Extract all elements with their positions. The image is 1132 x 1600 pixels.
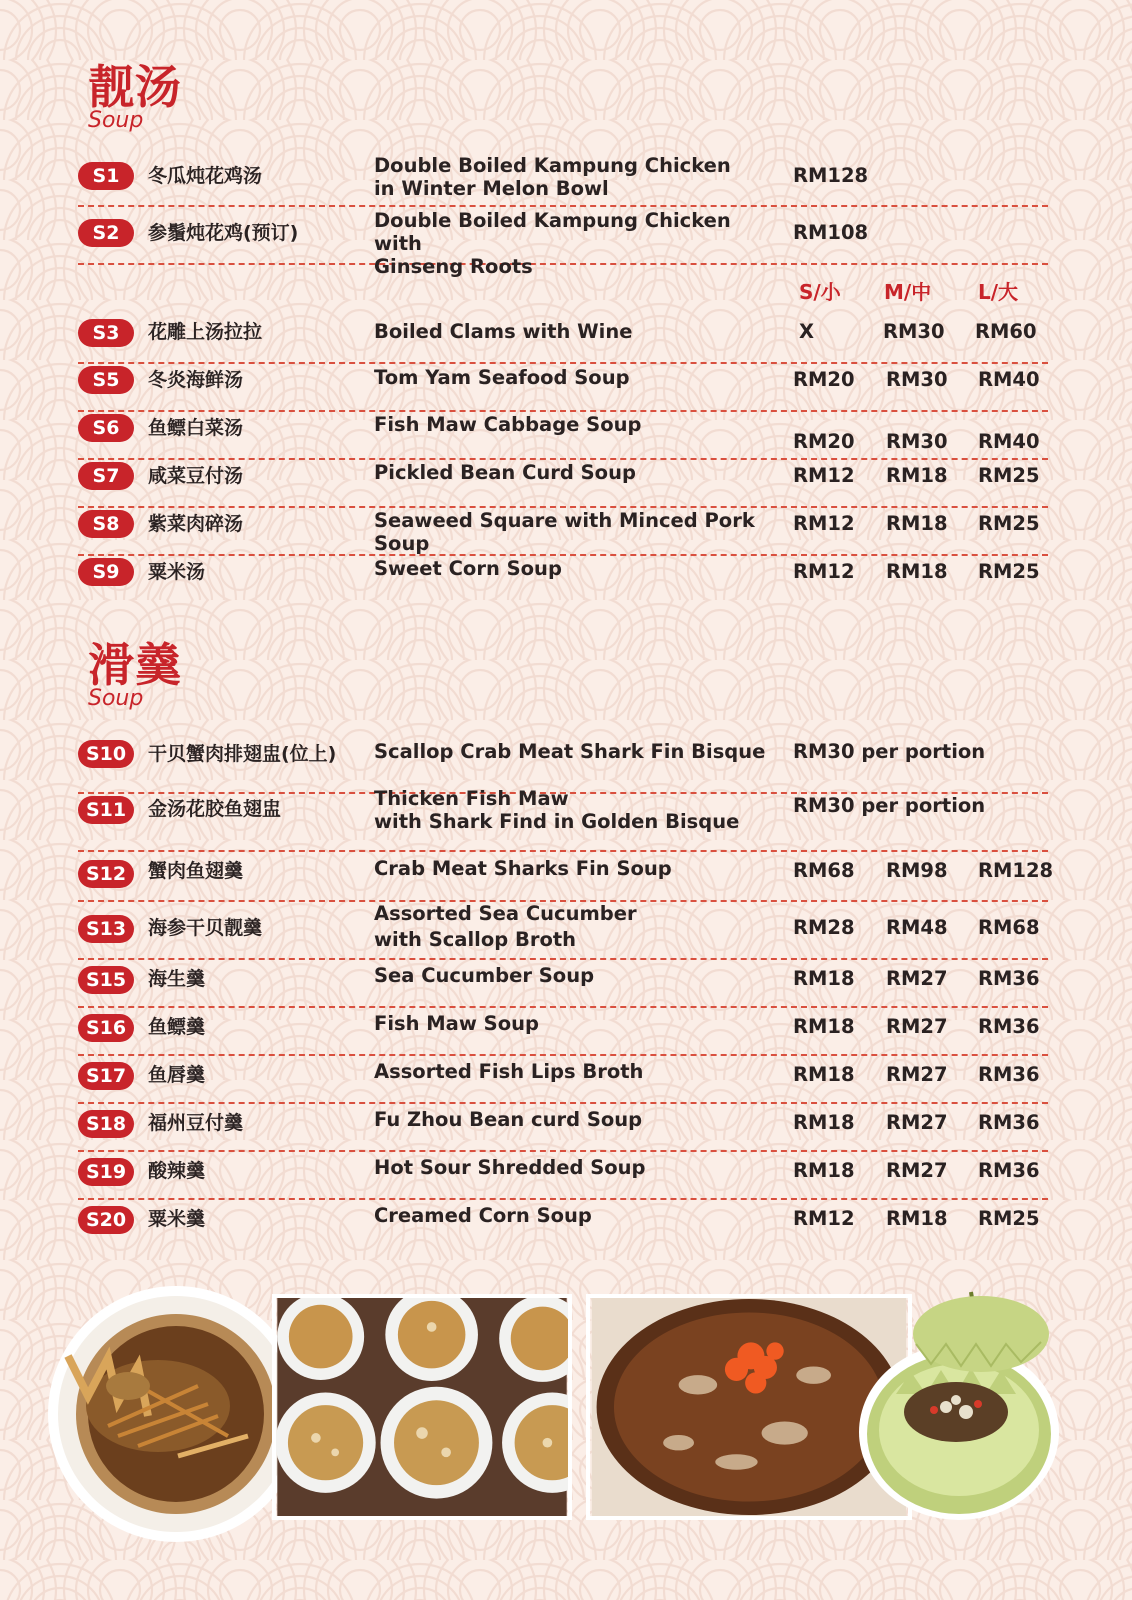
item-price-small: RM20 [793,430,855,453]
item-price-large: RM68 [978,916,1040,939]
item-price-small: X [799,320,815,343]
menu-item-row [78,458,1048,508]
item-name-zh: 海参干贝靓羹 [148,917,263,939]
item-price-medium: RM27 [886,967,948,990]
menu-item-row [78,1102,1048,1152]
item-name-en: Creamed Corn Soup [374,1204,592,1227]
section-heading-soup [88,62,182,132]
item-code-badge: S13 [78,915,134,943]
item-name-en: Tom Yam Seafood Soup [374,366,630,389]
item-name-zh: 鱼鳔羹 [148,1016,206,1038]
item-price-medium: RM27 [886,1015,948,1038]
item-name-zh: 冬瓜炖花鸡汤 [148,165,263,187]
item-name-en: Sea Cucumber Soup [374,964,595,987]
section-title-zh: 靓汤 [88,60,182,114]
item-name-zh: 花雕上汤拉拉 [148,321,263,343]
item-price-large: RM36 [978,1111,1040,1134]
item-name-en: Boiled Clams with Wine [374,320,633,343]
item-code-badge: S9 [78,558,134,586]
item-code-badge: S2 [78,219,134,247]
section-title-zh: 滑羹 [88,638,182,692]
soup-bowls-photo [272,1294,572,1520]
item-name-en-line: Thicken Fish Maw [374,787,569,810]
item-price-large: RM40 [978,368,1040,391]
item-price-small: RM18 [793,1015,855,1038]
item-price-medium: RM18 [886,512,948,535]
item-name-en: Fish Maw Soup [374,1012,539,1035]
item-name-en [374,900,779,951]
menu-item-row [78,205,1048,278]
section-heading-bisque [88,640,182,710]
item-code-badge: S18 [78,1110,134,1138]
menu-item-row [78,958,1048,1008]
item-name-en [374,787,779,833]
item-price-small: RM12 [793,560,855,583]
menu-item-row [78,150,1048,207]
menu-item-row [78,736,1048,794]
item-code-badge: S11 [78,796,134,824]
item-name-en: Hot Sour Shredded Soup [374,1156,646,1179]
item-price: RM30 per portion [793,740,986,763]
item-name-en-line: Ginseng Roots [374,255,533,278]
item-name-zh: 粟米汤 [148,561,206,583]
item-price-large: RM25 [978,512,1040,535]
item-price-small: RM18 [793,1111,855,1134]
item-name-en-line: Double Boiled Kampung Chicken with [374,209,731,255]
item-code-badge: S15 [78,966,134,994]
item-price-medium: RM27 [886,1111,948,1134]
item-code-badge: S3 [78,319,134,347]
item-name-en-line: Double Boiled Kampung Chicken [374,154,731,177]
menu-item-row [78,787,1048,852]
menu-item-row [78,362,1048,412]
item-name-en: Sweet Corn Soup [374,557,562,580]
item-price-large: RM25 [978,464,1040,487]
item-name-zh: 咸菜豆付汤 [148,465,244,487]
item-price-medium: RM30 [886,368,948,391]
item-name-zh: 海生羹 [148,968,206,990]
item-price-medium: RM18 [886,560,948,583]
item-price-small: RM12 [793,1207,855,1230]
item-price-large: RM36 [978,1063,1040,1086]
item-code-badge: S16 [78,1014,134,1042]
menu-item-row [78,1006,1048,1056]
item-price-medium: RM27 [886,1159,948,1182]
item-name-zh: 紫菜肉碎汤 [148,513,244,535]
size-medium-header: M/中 [884,280,932,304]
item-name-en: Seaweed Square with Minced Pork Soup [374,509,755,555]
menu-item-row [78,316,1048,364]
item-price: RM108 [793,221,869,244]
item-name-en-line: Assorted Sea Cucumber [374,902,637,925]
item-name-zh: 干贝蟹肉排翅盅(位上) [148,743,337,765]
item-price-small: RM12 [793,464,855,487]
item-price: RM128 [793,164,869,187]
item-code-badge: S7 [78,462,134,490]
item-price-small: RM68 [793,859,855,882]
item-name-en: Assorted Fish Lips Broth [374,1060,644,1083]
item-code-badge: S10 [78,740,134,768]
item-code-badge: S12 [78,860,134,888]
item-price-small: RM20 [793,368,855,391]
item-name-en [374,209,779,278]
item-code-badge: S8 [78,510,134,538]
item-name-en-line: in Winter Melon Bowl [374,177,609,200]
item-price-medium: RM18 [886,1207,948,1230]
item-name-zh: 粟米羹 [148,1208,206,1230]
item-code-badge: S20 [78,1206,134,1234]
section-title-en: Soup [88,108,144,133]
section-title-en: Soup [88,686,144,711]
item-price-medium: RM30 [886,430,948,453]
item-price-large: RM36 [978,967,1040,990]
menu-item-row [78,1150,1048,1200]
item-price-medium: RM98 [886,859,948,882]
item-name-en-line: with Scallop Broth [374,928,577,951]
item-name-en: Crab Meat Sharks Fin Soup [374,857,672,880]
item-name-zh: 福州豆付羹 [148,1112,244,1134]
item-name-en: Pickled Bean Curd Soup [374,461,636,484]
item-price-large: RM60 [975,320,1037,343]
menu-item-row [78,850,1054,902]
menu-item-row [78,1198,1048,1246]
item-name-en-line: with Shark Find in Golden Bisque [374,810,740,833]
chicken-herbal-soup-photo [48,1286,304,1542]
item-name-zh: 酸辣羹 [148,1160,206,1182]
item-name-en: Fu Zhou Bean curd Soup [374,1108,643,1131]
item-price-medium: RM30 [883,320,945,343]
menu-item-row [78,900,1048,960]
item-code-badge: S6 [78,414,134,442]
item-price-small: RM18 [793,967,855,990]
item-name-en: Scallop Crab Meat Shark Fin Bisque [374,740,766,763]
item-name-zh: 蟹肉鱼翅羹 [148,860,244,882]
menu-item-row [78,554,1048,602]
item-price-large: RM36 [978,1015,1040,1038]
item-price-large: RM36 [978,1159,1040,1182]
item-code-badge: S19 [78,1158,134,1186]
item-price-large: RM40 [978,430,1040,453]
item-price-small: RM18 [793,1063,855,1086]
item-price-medium: RM48 [886,916,948,939]
size-header-row [78,280,1048,308]
item-price-medium: RM27 [886,1063,948,1086]
size-small-header: S/小 [799,280,841,304]
item-price-small: RM28 [793,916,855,939]
menu-item-row [78,1054,1048,1104]
item-name-zh: 参鬚炖花鸡(预订) [148,222,299,244]
item-name-zh: 鱼鳔白菜汤 [148,417,244,439]
item-name-zh: 鱼唇羹 [148,1064,206,1086]
item-code-badge: S17 [78,1062,134,1090]
item-code-badge: S1 [78,162,134,190]
size-large-header: L/大 [978,280,1019,304]
item-price-large: RM128 [978,859,1054,882]
item-name-zh: 金汤花胶鱼翅盅 [148,798,282,820]
item-price-small: RM12 [793,512,855,535]
winter-melon-bowl-photo [856,1282,1062,1524]
item-price: RM30 per portion [793,794,986,817]
item-name-zh: 冬炎海鲜汤 [148,369,244,391]
item-price-large: RM25 [978,560,1040,583]
item-name-en [374,154,779,200]
item-price-small: RM18 [793,1159,855,1182]
menu-item-row [78,506,1048,556]
item-name-en: Fish Maw Cabbage Soup [374,413,642,436]
menu-item-row [78,410,1048,460]
item-price-medium: RM18 [886,464,948,487]
item-code-badge: S5 [78,366,134,394]
item-price-large: RM25 [978,1207,1040,1230]
